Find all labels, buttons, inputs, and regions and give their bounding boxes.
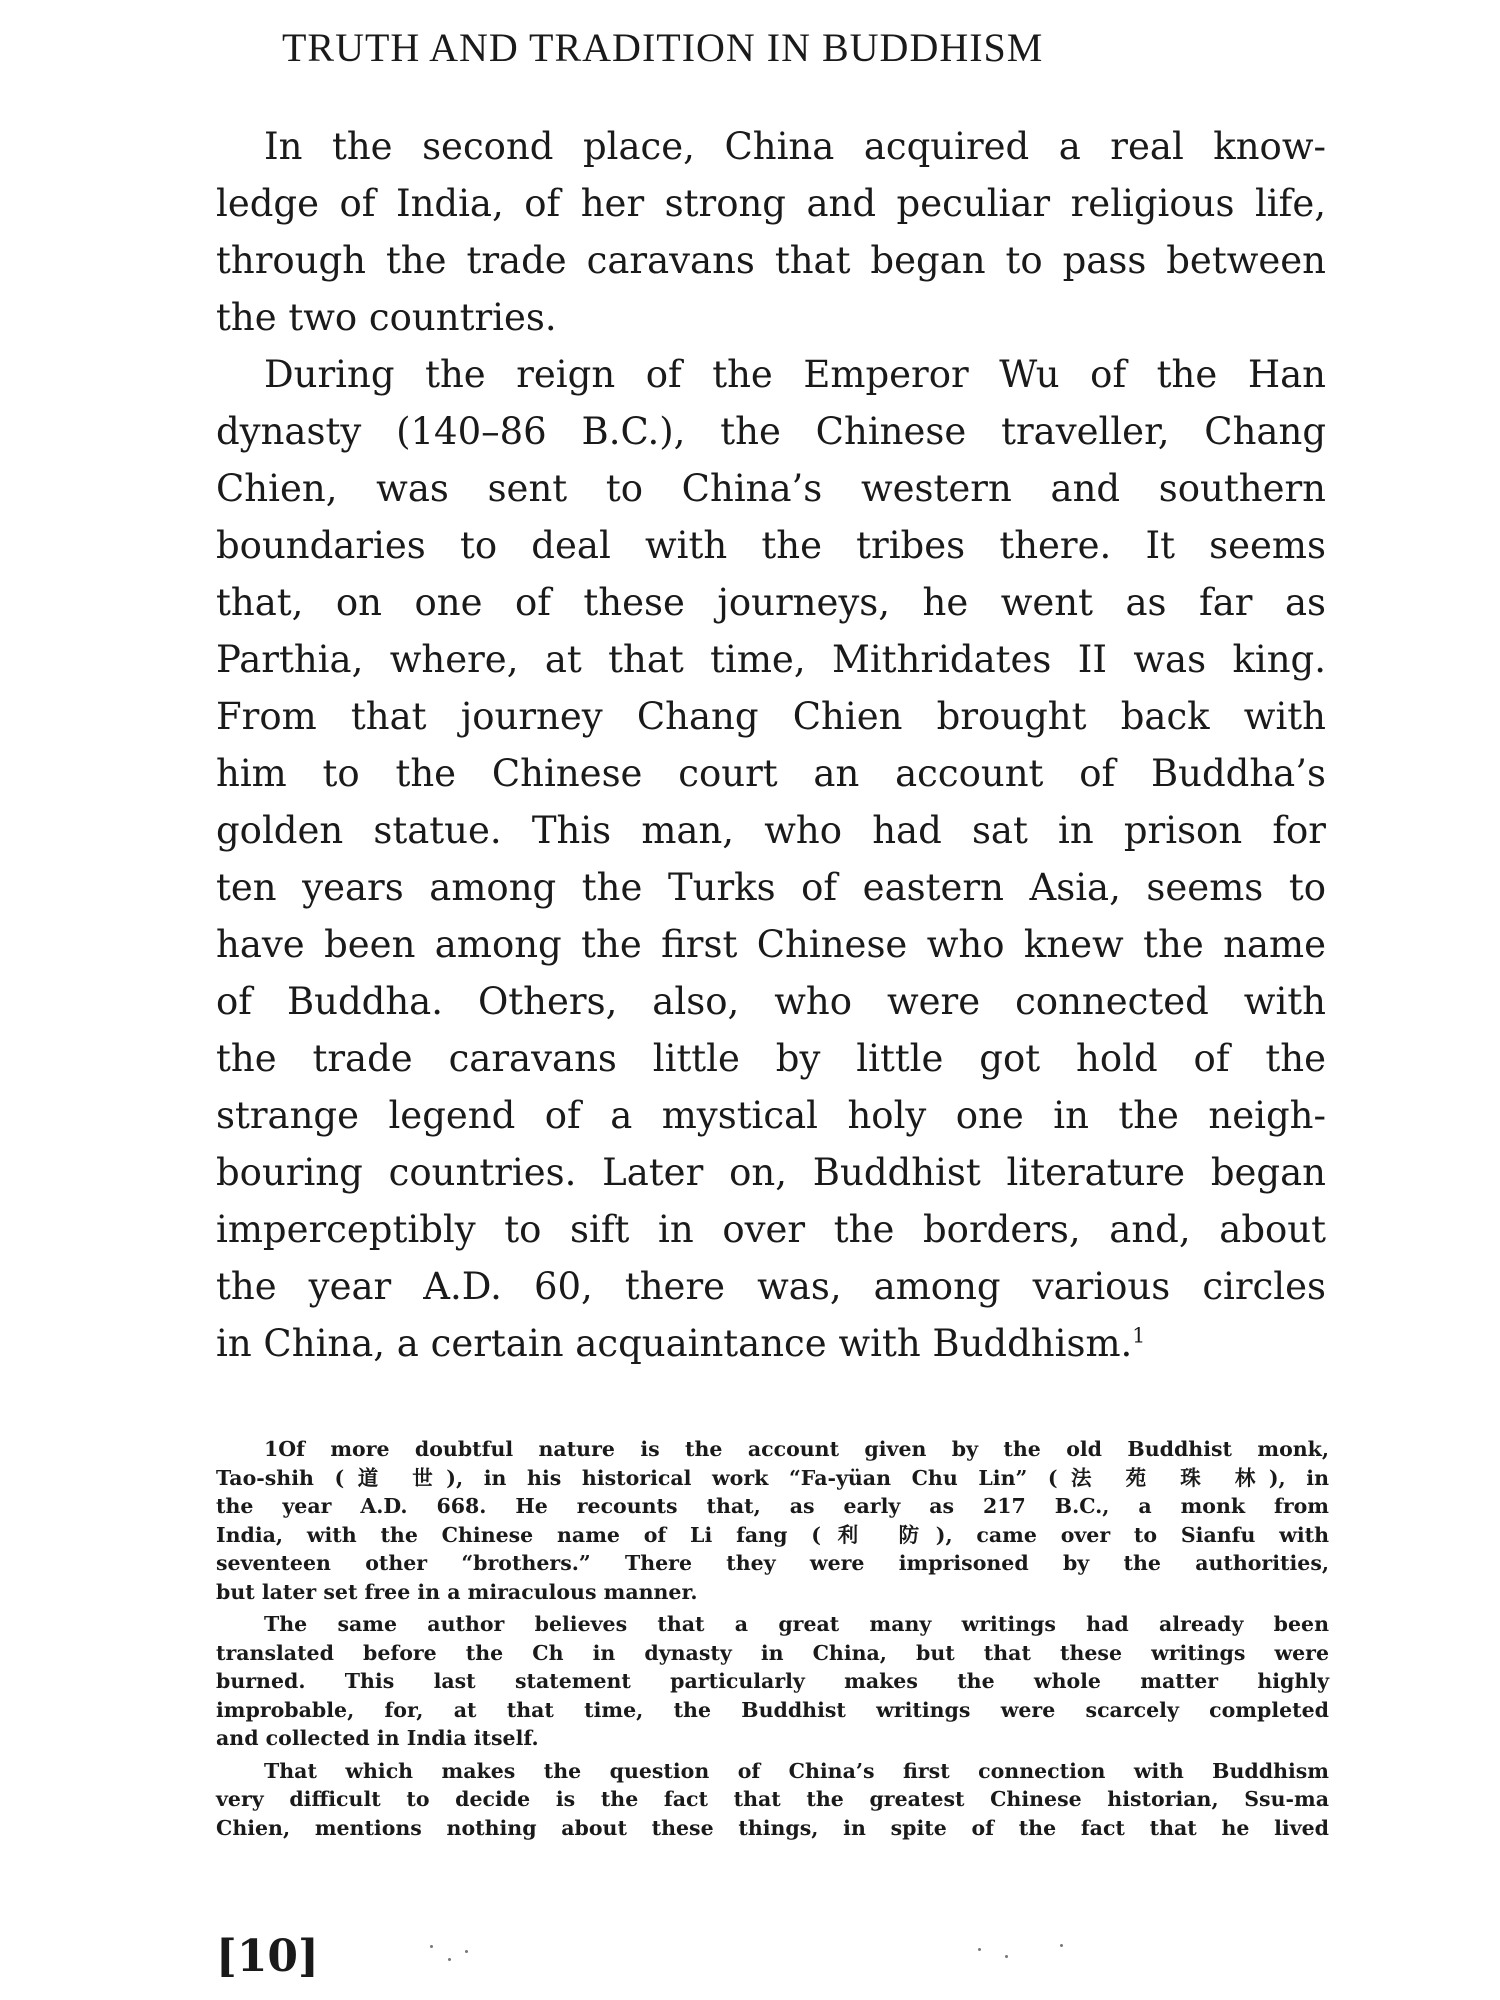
body-line: imperceptibly to sift in over the borders, and, about [216,1208,1326,1251]
body-line: From that journey Chang Chien brought back with [216,695,1326,738]
body-line-text: in China, a certain acquaintance with Buddhism. [216,1322,1133,1365]
footnote-line: translated before the Ch in dynasty in China, but that these writings were [216,1640,1329,1665]
scan-speck [1005,1955,1008,1958]
body-line: through the trade caravans that began to pass between [216,239,1326,282]
footnote-line: India, with the Chinese name of Li fang (利 防), came over to Sianfu with [216,1522,1329,1547]
footnote-line: but later set free in a miraculous manner. [216,1579,698,1604]
body-line: him to the Chinese court an account of Buddha’s [216,752,1326,795]
body-line: the trade caravans little by little got hold of the [216,1037,1326,1080]
body-line: strange legend of a mystical holy one in the neigh- [216,1094,1326,1137]
footnote-line: seventeen other “brothers.” There they were imprisoned by the authorities, [216,1551,1329,1575]
body-text [216,118,1326,1372]
body-line: bouring countries. Later on, Buddhist literature began [216,1151,1326,1194]
footnote-paragraph-3 [216,1757,1329,1843]
scan-speck [465,1950,468,1953]
footnote-line: and collected in India itself. [216,1726,539,1750]
footnote-paragraph-2 [216,1610,1329,1753]
body-line: ledge of India, of her strong and peculiar religious life, [216,182,1326,225]
body-line: that, on one of these journeys, he went as far as [216,581,1326,624]
running-head: TRUTH AND TRADITION IN BUDDHISM [282,25,1044,70]
body-line: Parthia, where, at that time, Mithridates II was king. [216,638,1326,681]
scan-speck [448,1958,451,1961]
footnote-line: 1Of more doubtful nature is the account given by the old Buddhist monk, [264,1437,1329,1461]
body-line: have been among the first Chinese who knew the name [216,923,1326,966]
page-number: [10] [216,1931,319,1982]
body-line: of Buddha. Others, also, who were connected with [216,980,1326,1023]
body-line: golden statue. This man, who had sat in prison for [216,809,1326,852]
paragraph-2 [216,346,1326,1372]
body-line: During the reign of the Emperor Wu of the Han [264,353,1326,396]
body-line-final [216,1315,1326,1372]
footnote-line: burned. This last statement particularly makes the whole matter highly [216,1669,1329,1693]
footnote-line: Tao-shih (道 世), in his historical work “Fa-yüan Chu Lin” (法 苑 珠 林), in [216,1465,1329,1490]
body-line: Chien, was sent to China’s western and southern [216,467,1326,510]
body-line: the two countries. [216,296,557,339]
footnote-line: the year A.D. 668. He recounts that, as early as 217 B.C., a monk from [216,1494,1329,1518]
footnote-reference[interactable]: 1 [1132,1323,1146,1348]
footnote-line: That which makes the question of China’s first connection with Buddhism [264,1758,1329,1783]
scan-speck [1060,1944,1063,1947]
scan-speck [978,1948,981,1951]
body-line: ten years among the Turks of eastern Asia, seems to [216,866,1326,909]
footnote-paragraph-1 [216,1435,1329,1606]
footnote-line: improbable, for, at that time, the Buddhist writings were scarcely completed [216,1697,1329,1722]
body-line: boundaries to deal with the tribes there. It seems [216,524,1326,567]
paragraph-1 [216,118,1326,346]
body-line: In the second place, China acquired a real know- [264,125,1326,168]
footnote-line: Chien, mentions nothing about these things, in spite of the fact that he lived [216,1815,1329,1840]
scan-speck [430,1945,433,1948]
footnote-line: very difficult to decide is the fact that the greatest Chinese historian, Ssu-ma [216,1787,1329,1811]
body-line: dynasty (140–86 B.C.), the Chinese traveller, Chang [216,410,1326,453]
footnotes [216,1435,1329,1846]
body-line: the year A.D. 60, there was, among various circles [216,1265,1326,1308]
footnote-line: The same author believes that a great many writings had already been [264,1612,1329,1636]
